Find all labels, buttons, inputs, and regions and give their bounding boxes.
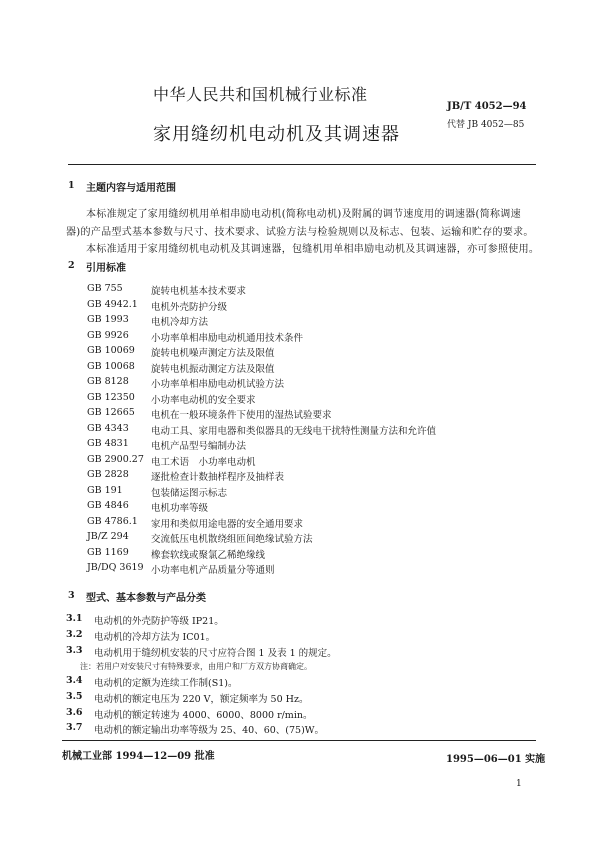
standard-title-cell: 电机在一般环境条件下使用的湿热试验要求 xyxy=(151,410,332,421)
standard-title-cell: 逐批检查计数抽样程序及抽样表 xyxy=(151,472,285,483)
standard-title-cell: 电动工具、家用电器和类似器具的无线电干扰特性测量方法和允许值 xyxy=(151,426,437,437)
section-2-title: 引用标准 xyxy=(86,263,126,274)
standard-code-cell: JB/Z 294 xyxy=(87,531,129,542)
standard-code-cell: GB 10069 xyxy=(87,345,135,356)
header-divider xyxy=(68,164,536,165)
standard-code-cell: GB 4343 xyxy=(87,423,129,434)
standard-title-cell: 家用和类似用途电器的安全通用要求 xyxy=(151,519,304,530)
clause-text: 电动机的外壳防护等级 IP21。 xyxy=(94,616,224,627)
standard-title-cell: 电机外壳防护分级 xyxy=(151,302,228,313)
section-1-line: 本标准规定了家用缝纫机用单相串励电动机(简称电动机)及附属的调节速度用的调速器(简称调速 xyxy=(86,209,521,220)
standard-title-cell: 小功率单相串励电动机试验方法 xyxy=(151,379,285,390)
section-1-title: 主题内容与适用范围 xyxy=(86,183,176,194)
standard-title-cell: 小功率电机产品质量分等通则 xyxy=(151,565,275,576)
standard-code-cell: GB 755 xyxy=(87,283,123,294)
standard-code-cell: GB 4942.1 xyxy=(87,299,138,310)
standard-code-cell: GB 4846 xyxy=(87,500,129,511)
standard-code-cell: GB 1993 xyxy=(87,314,129,325)
clause-number: 3.7 xyxy=(66,722,83,733)
standard-title-cell: 电机功率等级 xyxy=(151,503,209,514)
clause-note: 注：若用户对安装尺寸有特殊要求，由用户和厂方双方协商确定。 xyxy=(80,662,312,671)
footer-divider xyxy=(62,740,536,741)
clause-text: 电动机用于缝纫机安装的尺寸应符合图 1 及表 1 的规定。 xyxy=(94,648,337,659)
clause-number: 3.6 xyxy=(66,707,83,718)
section-1-number: 1 xyxy=(68,180,75,191)
standard-code-cell: GB 191 xyxy=(87,485,123,496)
clause-text: 电动机的额定转速为 4000、6000、8000 r/min。 xyxy=(94,710,313,721)
standard-code-cell: GB 10068 xyxy=(87,361,135,372)
clause-number: 3.1 xyxy=(66,613,83,624)
standard-title-cell: 旋转电机基本技术要求 xyxy=(151,286,247,297)
clause-number: 3.3 xyxy=(66,645,83,656)
document-title: 家用缝纫机电动机及其调速器 xyxy=(153,124,400,145)
clause-text: 电动机的冷却方法为 IC01。 xyxy=(94,632,216,643)
clause-text: 电动机的额定输出功率等级为 25、40、60、(75)W。 xyxy=(94,725,325,736)
standard-title-cell: 交流低压电机散绕组匝间绝缘试验方法 xyxy=(151,534,313,545)
standard-code-cell: GB 1169 xyxy=(87,547,129,558)
standard-code-cell: GB 12665 xyxy=(87,407,135,418)
clause-text: 电动机的额定电压为 220 V，额定频率为 50 Hz。 xyxy=(94,694,309,705)
standard-code-cell: GB 12350 xyxy=(87,392,135,403)
standard-code-cell: GB 4831 xyxy=(87,438,129,449)
clause-number: 3.4 xyxy=(66,675,83,686)
section-1-line: 本标准适用于家用缝纫机电动机及其调速器，包缝机用单相串励电动机及其调速器，亦可参照使用。 xyxy=(86,244,540,255)
standard-title-cell: 小功率单相串励电动机通用技术条件 xyxy=(151,333,304,344)
replaces-standard: 代替 JB 4052—85 xyxy=(447,120,525,130)
clause-number: 3.2 xyxy=(66,629,83,640)
standard-title-cell: 电机冷却方法 xyxy=(151,317,209,328)
clause-number: 3.5 xyxy=(66,691,83,702)
section-3-title: 型式、基本参数与产品分类 xyxy=(86,593,206,604)
section-2-number: 2 xyxy=(68,260,75,271)
clause-text: 电动机的定额为连续工作制(S1)。 xyxy=(94,678,238,689)
standard-title-cell: 电工术语 小功率电动机 xyxy=(151,457,256,468)
standard-title-cell: 旋转电机振动测定方法及限值 xyxy=(151,364,275,375)
standard-code-cell: GB 4786.1 xyxy=(87,516,138,527)
issuing-organization: 中华人民共和国机械行业标准 xyxy=(153,85,368,104)
standard-title-cell: 包装储运图示标志 xyxy=(151,488,228,499)
standard-code-cell: GB 2900.27 xyxy=(87,454,144,465)
section-1-line: 器)的产品型式基本参数与尺寸、技术要求、试验方法与检验规则以及标志、包装、运输和贮存的要求。 xyxy=(66,227,534,238)
standard-code-cell: GB 9926 xyxy=(87,330,129,341)
standard-title-cell: 小功率电动机的安全要求 xyxy=(151,395,256,406)
effective-date: 1995—06—01 实施 xyxy=(446,754,546,765)
section-3-number: 3 xyxy=(68,590,75,601)
approval-date: 机械工业部 1994—12—09 批准 xyxy=(62,751,215,762)
standard-code-cell: GB 8128 xyxy=(87,376,129,387)
standard-title-cell: 橡套软线或聚氯乙稀绝缘线 xyxy=(151,550,266,561)
standard-title-cell: 旋转电机噪声测定方法及限值 xyxy=(151,348,275,359)
standard-title-cell: 电机产品型号编制办法 xyxy=(151,441,247,452)
page-number: 1 xyxy=(516,779,522,789)
standard-code: JB/T 4052—94 xyxy=(447,101,527,112)
standard-code-cell: GB 2828 xyxy=(87,469,129,480)
standard-code-cell: JB/DQ 3619 xyxy=(87,562,144,573)
